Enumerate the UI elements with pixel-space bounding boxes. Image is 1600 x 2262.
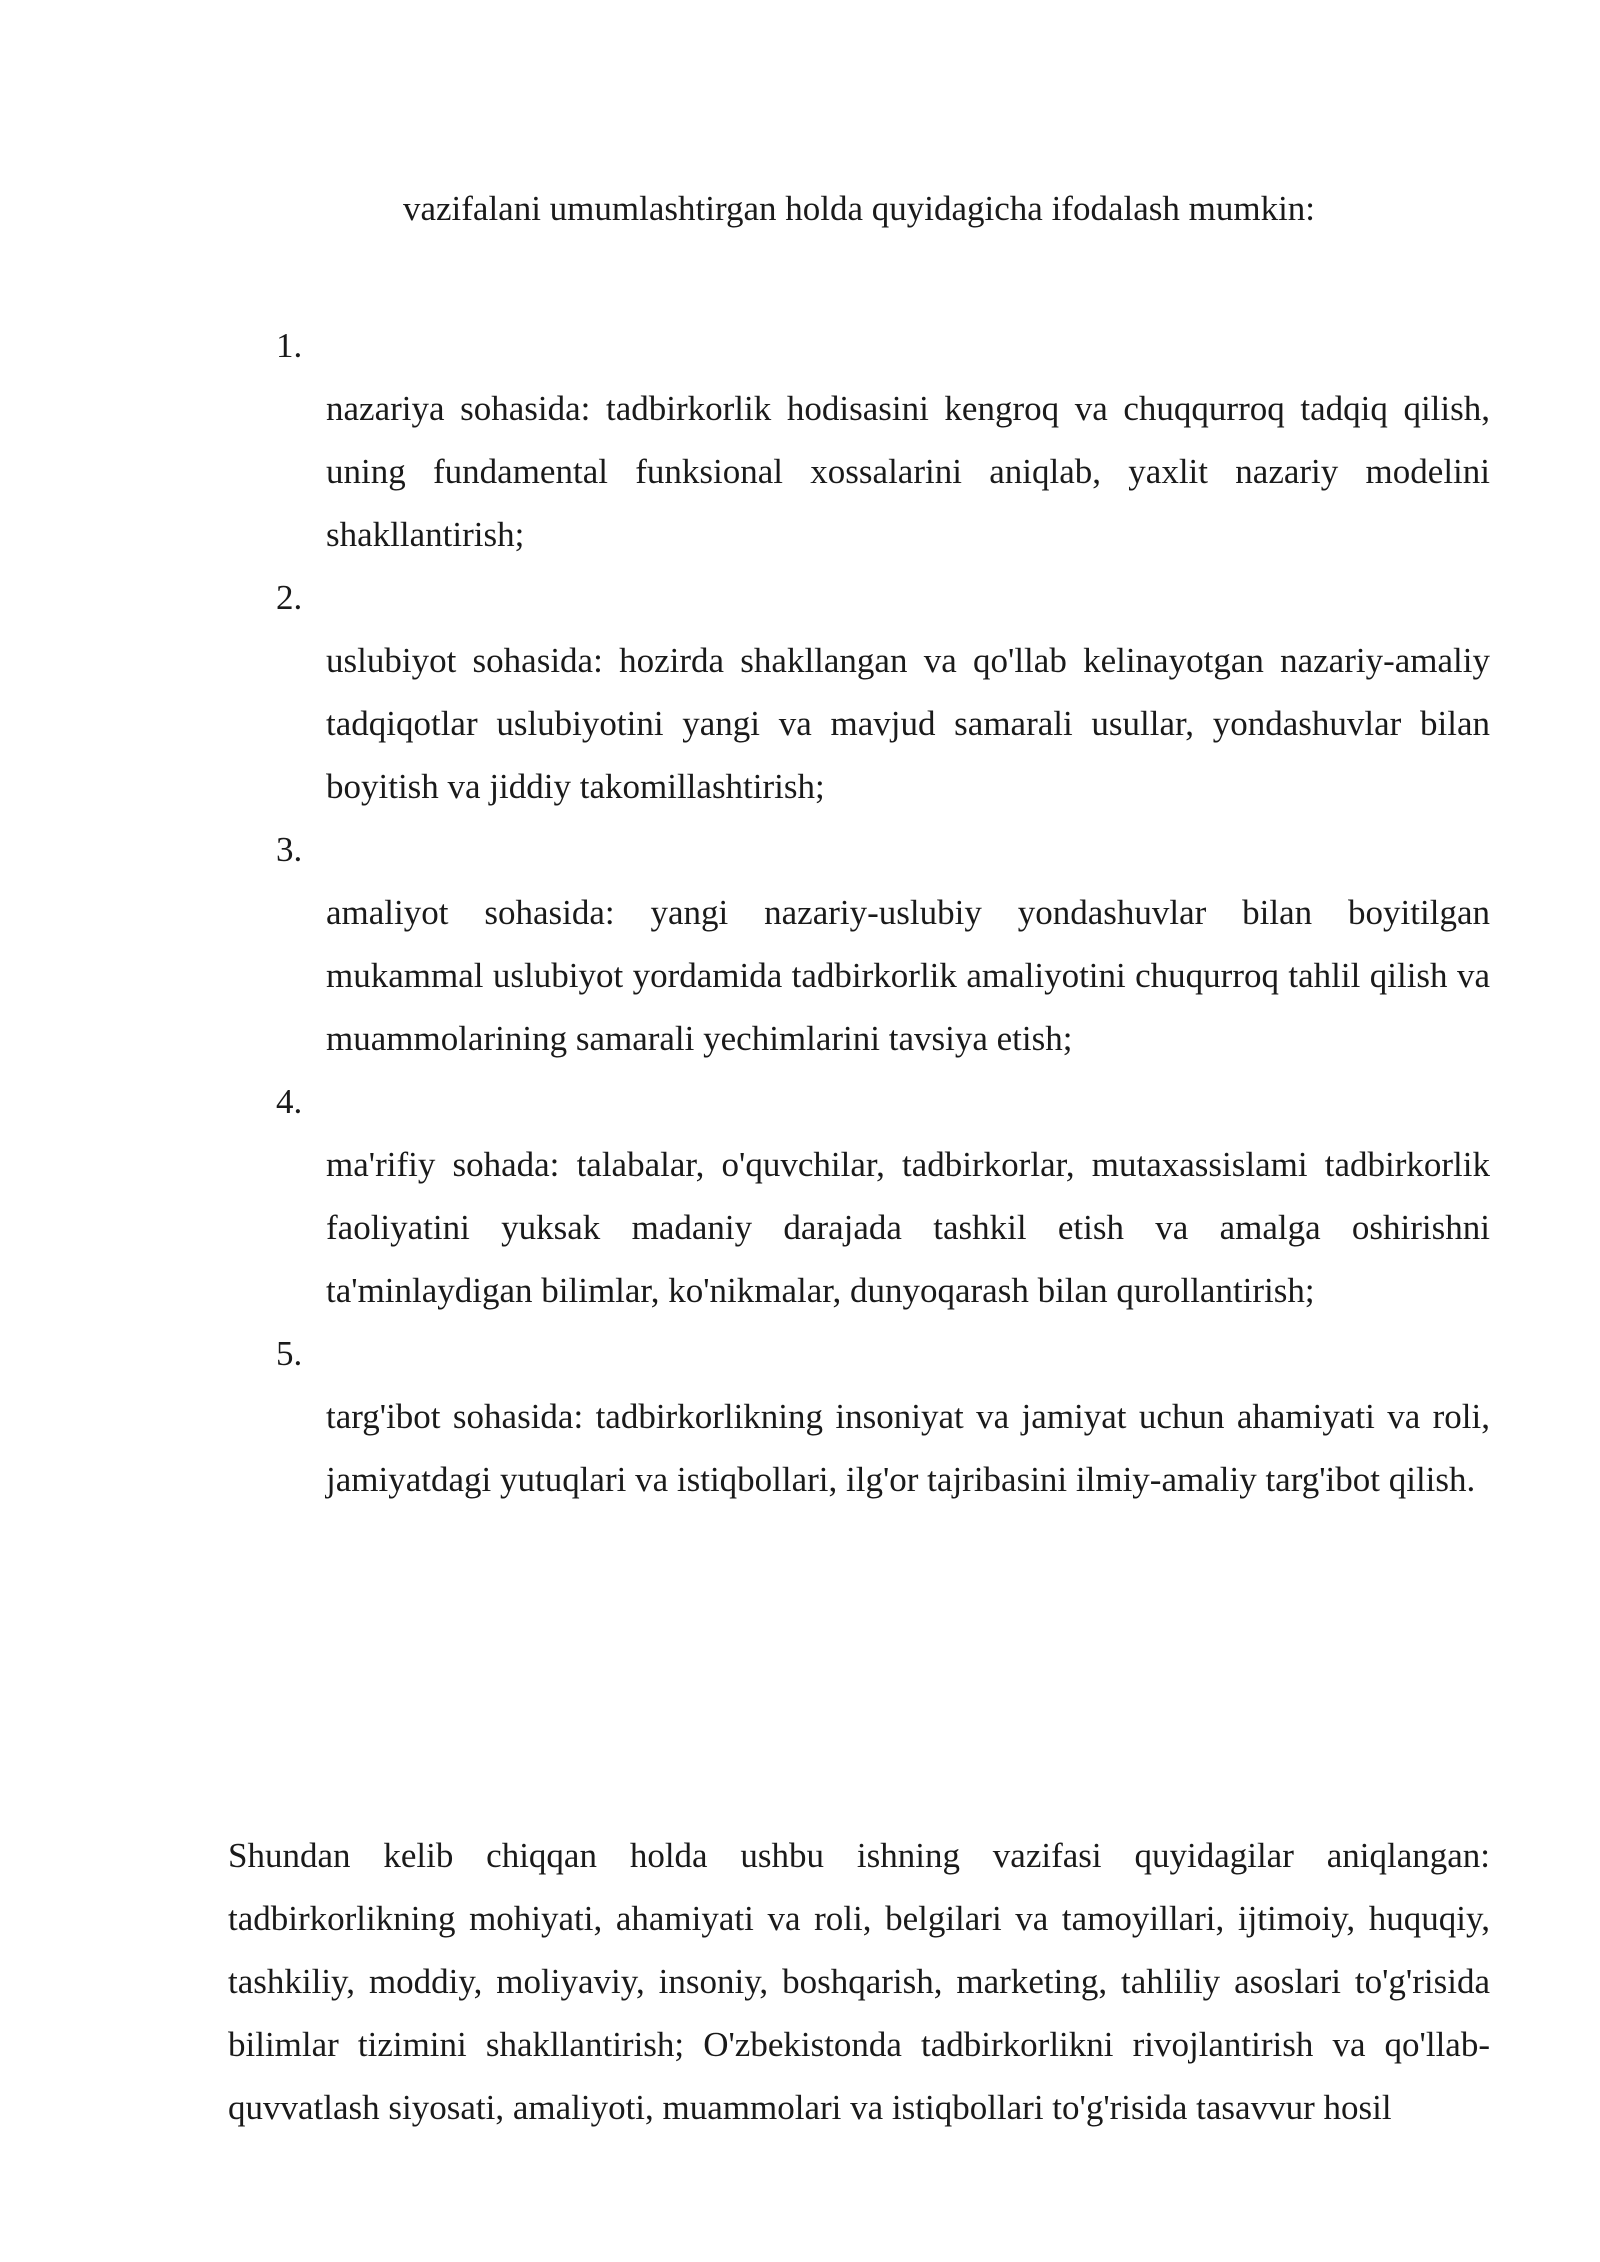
- list-item: [0, 1322, 1600, 1511]
- list-item-text: uslubiyot sohasida: hozirda shakllangan va qo'llab kelinayotgan nazariy-amaliy tadqiqotlar uslubiyotini yangi va mavjud samarali usullar, yondashuvlar bilan boyitish va jiddiy takomillashtirish;: [326, 641, 1490, 806]
- list-item-number: 1.: [276, 326, 303, 365]
- list-item: [0, 1070, 1600, 1322]
- list-item-number: 5.: [276, 1334, 303, 1373]
- list-item: [0, 818, 1600, 1070]
- numbered-list: [0, 314, 1600, 1511]
- list-item: [0, 566, 1600, 818]
- list-item-text: ma'rifiy sohada: talabalar, o'quvchilar, tadbirkorlar, mutaxassislami tadbirkorlik faoliyatini yuksak madaniy darajada tashkil etish va amalga oshirishni ta'minlaydigan bilimlar, ko'nikmalar, dunyoqarash bilan qurollantirish;: [326, 1145, 1490, 1310]
- list-item-text: targ'ibot sohasida: tadbirkorlikning insoniyat va jamiyat uchun ahamiyati va roli, jamiyatdagi yutuqlari va istiqbollari, ilg'or tajribasini ilmiy-amaliy targ'ibot qilish.: [326, 1397, 1490, 1499]
- list-item-number: 2.: [276, 578, 303, 617]
- list-item-text: amaliyot sohasida: yangi nazariy-uslubiy yondashuvlar bilan boyitilgan mukammal uslubiyot yordamida tadbirkorlik amaliyotini chuqurroq tahlil qilish va muammolarining samarali yechimlarini tavsiya etish;: [326, 893, 1490, 1058]
- list-item-number: 3.: [276, 830, 303, 869]
- intro-paragraph: vazifalani umumlashtirgan holda quyidagicha ifodalash mumkin:: [402, 189, 1316, 228]
- list-item-text: nazariya sohasida: tadbirkorlik hodisasini kengroq va chuqqurroq tadqiq qilish, uning fundamental funksional xossalarini aniqlab, yaxlit nazariy modelini shakllantirish;: [326, 389, 1490, 554]
- list-item: [0, 314, 1600, 566]
- list-item-number: 4.: [276, 1082, 303, 1121]
- closing-paragraph: Shundan kelib chiqqan holda ushbu ishning vazifasi quyidagilar aniqlangan: tadbirkorlikning mohiyati, ahamiyati va roli, belgilari va tamoyillari, ijtimoiy, huquqiy, tashkiliy, moddiy, moliyaviy, insoniy, boshqarish, marketing, tahliliy asoslari to'g'risida bilimlar tizimini shakllantirish; O'zbekistonda tadbirkorlikni rivojlantirish va qo'llab-quvvatlash siyosati, amaliyoti, muammolari va istiqbollari to'g'risida tasavvur hosil: [228, 1836, 1490, 2127]
